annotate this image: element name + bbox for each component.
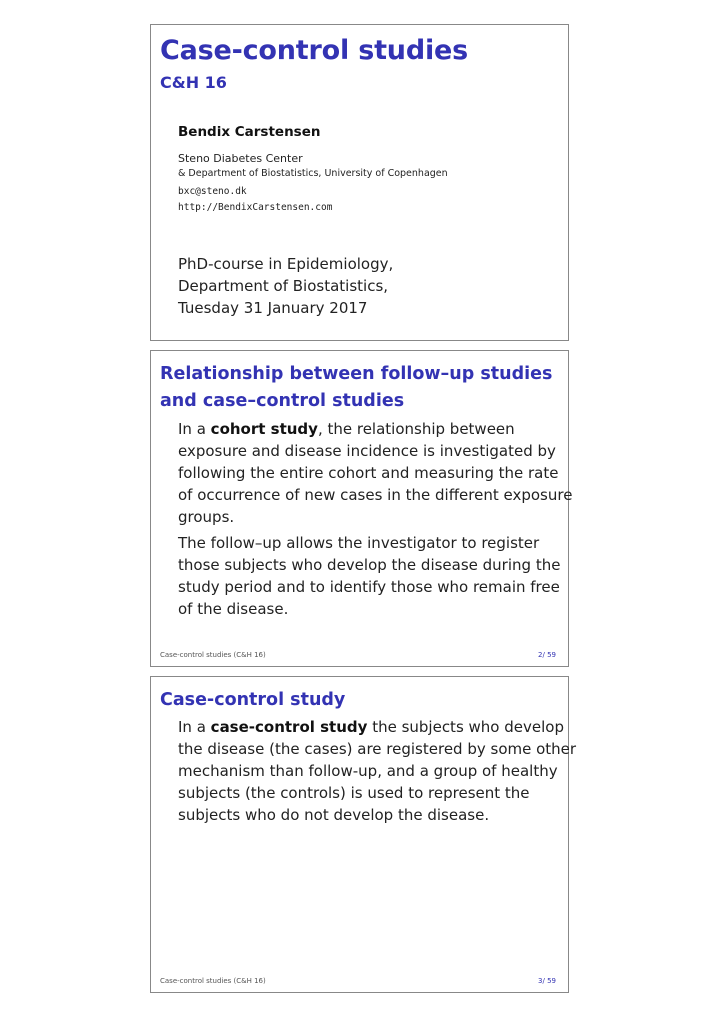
slide-body [178,418,573,620]
course-info [178,253,393,319]
course-line: PhD-course in Epidemiology, [178,255,394,273]
page-number: 2/ 59 [538,651,556,659]
course-line: Tuesday 31 January 2017 [178,299,368,317]
institution-primary: Steno Diabetes Center [178,152,303,165]
text-line: exposure and disease incidence is investigated by [178,442,556,460]
text-line [178,716,563,738]
text-run: , the relationship between [317,420,515,438]
text-run: In a [178,420,211,438]
emphasis-term: cohort study [210,420,318,438]
course-line: Department of Biostatistics, [178,277,389,295]
text-line: of the disease. [178,600,289,618]
paragraph [178,532,563,620]
paragraph [178,716,577,826]
slide-title: Case-control studies [160,35,468,66]
author-email: bxc@steno.dk [178,186,247,197]
slide-follow-up-vs-case-control [150,350,573,667]
title-slide [150,24,569,341]
institution-secondary: & Department of Biostatistics, University of Copenhagen [178,168,448,179]
slide-case-control-study [150,676,577,993]
footer-title: Case-control studies (C&H 16) [160,977,266,985]
slide-body [178,716,577,826]
text-run: In a [178,718,211,736]
paragraph [178,418,573,528]
text-line: the disease (the cases) are registered by some other [178,740,577,758]
emphasis-term: case-control study [210,718,368,736]
footer-title: Case-control studies (C&H 16) [160,651,266,659]
text-run: the subjects who develop [367,718,564,736]
slide-subtitle: C&H 16 [160,73,227,92]
text-line: mechanism than follow-up, and a group of healthy [178,762,558,780]
text-line: groups. [178,508,235,526]
text-line: following the entire cohort and measuring the rate [178,464,559,482]
text-line: subjects who do not develop the disease. [178,806,490,824]
page-number: 3/ 59 [538,977,556,985]
text-line: The follow–up allows the investigator to register [178,534,540,552]
frame-title: Case-control study [160,690,346,710]
frame-title: Relationship between follow–up studies and case–control studies [160,364,553,411]
text-line: study period and to identify those who remain free [178,578,560,596]
text-line: subjects (the controls) is used to represent the [178,784,530,802]
text-line: those subjects who develop the disease during the [178,556,561,574]
author-url: http://BendixCarstensen.com [178,202,333,213]
author-name: Bendix Carstensen [178,124,321,140]
text-line: of occurrence of new cases in the different exposure [178,486,573,504]
text-line [178,418,563,440]
